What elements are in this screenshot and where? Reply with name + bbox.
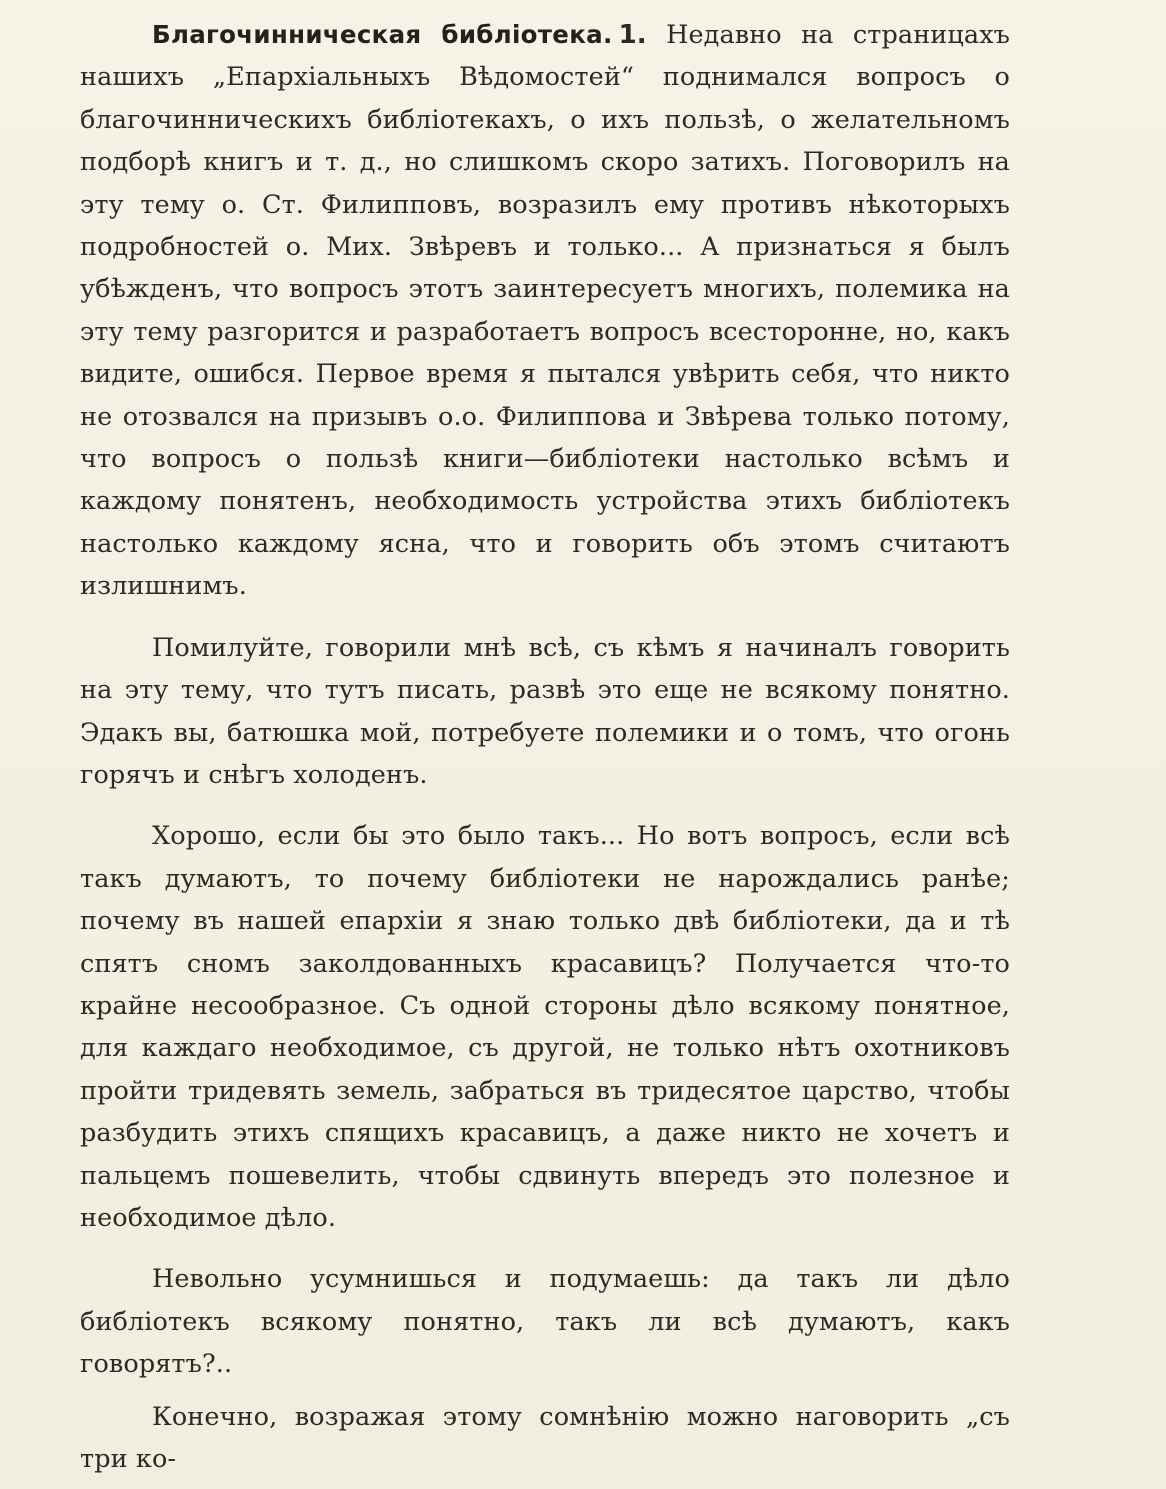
- article-heading: Благочинническая библіотека.: [152, 20, 613, 49]
- paragraph-4: Невольно усумнишься и подумаешь: да такъ ли дѣло библіотекъ всякому понятно, такъ ли всѣ думаютъ, какъ говорятъ?..: [80, 1264, 1010, 1380]
- paragraph-1-text: Недавно на страницахъ нашихъ „Епархіальныхъ Вѣдомостей“ поднимался вопросъ о благочинническихъ библіотекахъ, о ихъ пользѣ, о желательномъ подборѣ книгъ и т. д., но слишкомъ скоро затихъ. Поговорилъ на эту тему о. Ст. Филипповъ, возразилъ ему противъ нѣкоторыхъ подробностей о. Мих. Звѣревъ и только... А признаться я былъ убѣжденъ, что вопросъ этотъ заинтересуетъ многихъ, полемика на эту тему разгорится и разработаетъ вопросъ всесторонне, но, какъ видите, ошибся. Первое время я пытался увѣрить себя, что никто не отозвался на призывъ о.о. Филиппова и Звѣрева только потому, что вопросъ о пользѣ книги—библіотеки настолько всѣмъ и каждому понятенъ, необходимость устройства этихъ библіотекъ настолько каждому ясна, что и говорить объ этомъ считаютъ излишнимъ.: [80, 20, 1010, 602]
- paragraph-2: Помилуйте, говорили мнѣ всѣ, съ кѣмъ я начиналъ говорить на эту тему, что тутъ писать, развѣ это еще не всякому понятно. Эдакъ вы, батюшка мой, потребуете полемики и о томъ, что огонь горячъ и снѣгъ холоденъ.: [80, 632, 1010, 790]
- paragraph-5: Конечно, возражая этому сомнѣнію можно наговорить „съ три ко-: [80, 1401, 1010, 1474]
- paragraph-1: [80, 14, 1010, 608]
- paragraph-3: Хорошо, если бы это было такъ... Но вотъ вопросъ, если всѣ такъ думаютъ, то почему библіотеки не нарождались ранѣе; почему въ нашей епархіи я знаю только двѣ библіотеки, да и тѣ спятъ сномъ заколдованныхъ красавицъ? Получается что-то крайне несообразное. Съ одной стороны дѣло всякому понятное, для каждаго необходимое, съ другой, не только нѣтъ охотниковъ пройти тридевять земель, забраться въ тридесятое царство, чтобы разбудить этихъ спящихъ красавицъ, а даже никто не хочетъ и пальцемъ пошевелить, чтобы сдвинуть впередъ это полезное и необходимое дѣло.: [80, 821, 1010, 1233]
- section-number: 1.: [618, 20, 647, 50]
- article-body: [80, 14, 1010, 1480]
